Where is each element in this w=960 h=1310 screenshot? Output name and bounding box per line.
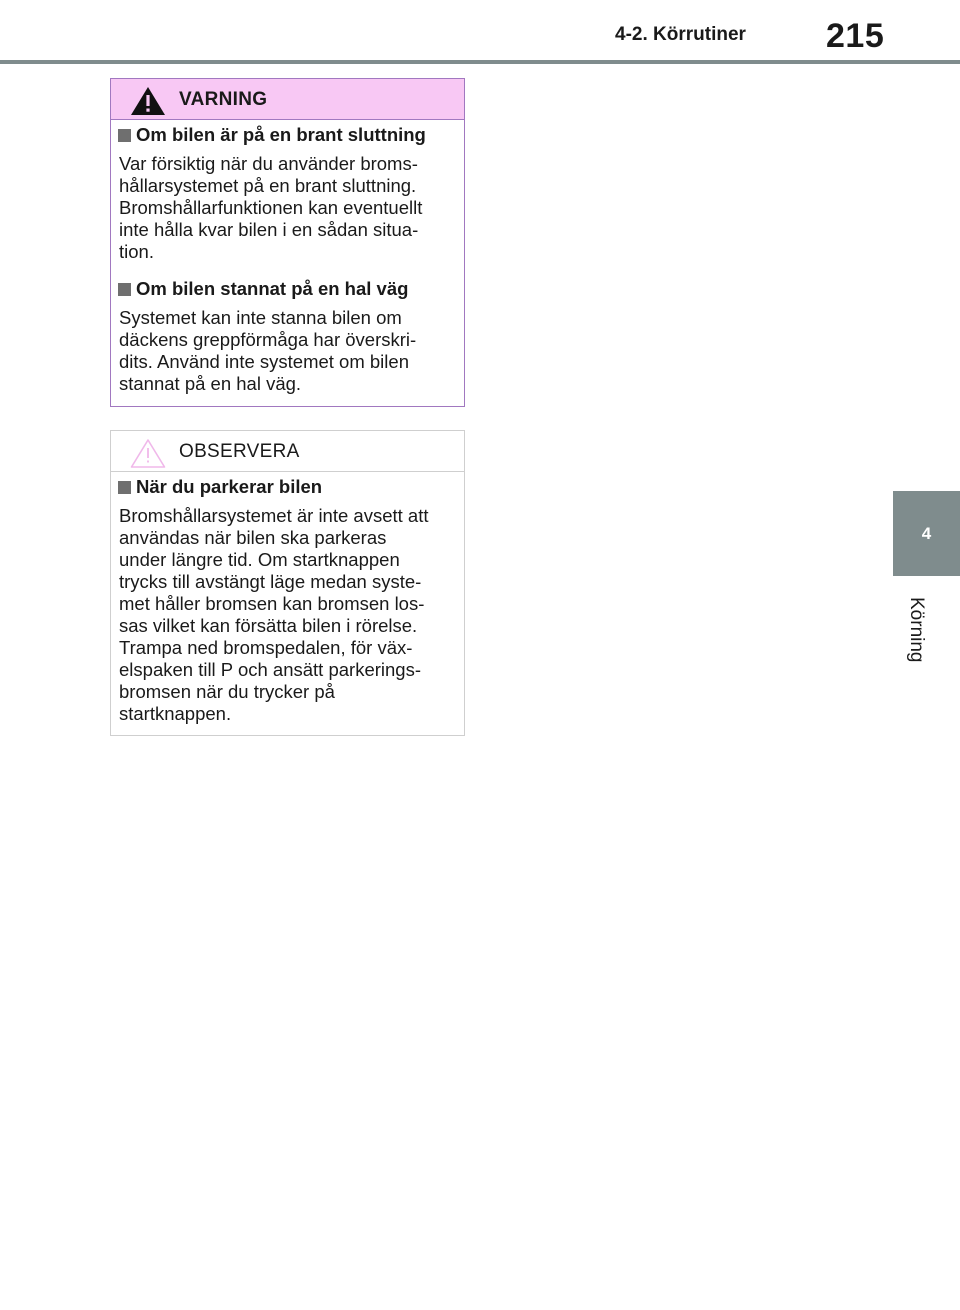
text-line: stannat på en hal väg.: [119, 373, 302, 394]
chapter-tab: [893, 491, 960, 576]
text-line: Systemet kan inte stanna bilen om: [119, 307, 402, 328]
text-line: Trampa ned bromspedalen, för väx-: [119, 637, 413, 658]
text-line: inte hålla kvar bilen i en sådan situa-: [119, 219, 419, 240]
chapter-label: Körning: [906, 597, 927, 663]
text-line: met håller bromsen kan bromsen los-: [119, 593, 425, 614]
text-line: Var försiktig när du använder broms-: [119, 153, 418, 174]
caution-subheading-parking-text: När du parkerar bilen: [136, 476, 323, 497]
caution-triangle-icon: [129, 437, 167, 469]
header-rule: [0, 60, 960, 64]
text-line: startknappen.: [119, 703, 232, 724]
warning-subheading-slope-text: Om bilen är på en brant sluttning: [136, 124, 426, 145]
caution-box-body: [111, 476, 464, 725]
page-number: 215: [826, 17, 885, 55]
text-line: användas när bilen ska parkeras: [119, 527, 387, 548]
warning-subheading-slippery: [118, 278, 452, 300]
text-line: tion.: [119, 241, 154, 262]
warning-box: [110, 78, 465, 407]
warning-paragraph-slope: [118, 153, 452, 263]
square-bullet-icon: [118, 283, 131, 296]
warning-paragraph-slippery: [118, 307, 452, 395]
square-bullet-icon: [118, 481, 131, 494]
text-line: bromsen när du trycker på: [119, 681, 335, 702]
warning-triangle-icon: [129, 85, 167, 117]
caution-box: [110, 430, 465, 736]
text-line: hållarsystemet på en brant sluttning.: [119, 175, 417, 196]
section-title: 4-2. Körrutiner: [615, 24, 746, 45]
text-line: trycks till avstängt läge medan syste-: [119, 571, 422, 592]
caution-subheading-parking: [118, 476, 452, 498]
text-line: elspaken till P och ansätt parkerings-: [119, 659, 421, 680]
caution-paragraph-parking: [118, 505, 452, 725]
chapter-number: 4: [921, 523, 932, 543]
warning-box-body: [111, 124, 464, 395]
square-bullet-icon: [118, 129, 131, 142]
caution-box-header: [111, 431, 464, 472]
caution-title: OBSERVERA: [179, 441, 300, 462]
warning-box-header: [111, 79, 464, 120]
warning-subheading-slope: [118, 124, 452, 146]
text-line: Bromshållarsystemet är inte avsett att: [119, 505, 429, 526]
text-line: sas vilket kan försätta bilen i rörelse.: [119, 615, 418, 636]
text-line: däckens greppförmåga har överskri-: [119, 329, 417, 350]
warning-title: VARNING: [179, 89, 268, 110]
text-line: under längre tid. Om startknappen: [119, 549, 400, 570]
text-line: Bromshållarfunktionen kan eventuellt: [119, 197, 423, 218]
warning-subheading-slippery-text: Om bilen stannat på en hal väg: [136, 278, 409, 299]
text-line: dits. Använd inte systemet om bilen: [119, 351, 409, 372]
